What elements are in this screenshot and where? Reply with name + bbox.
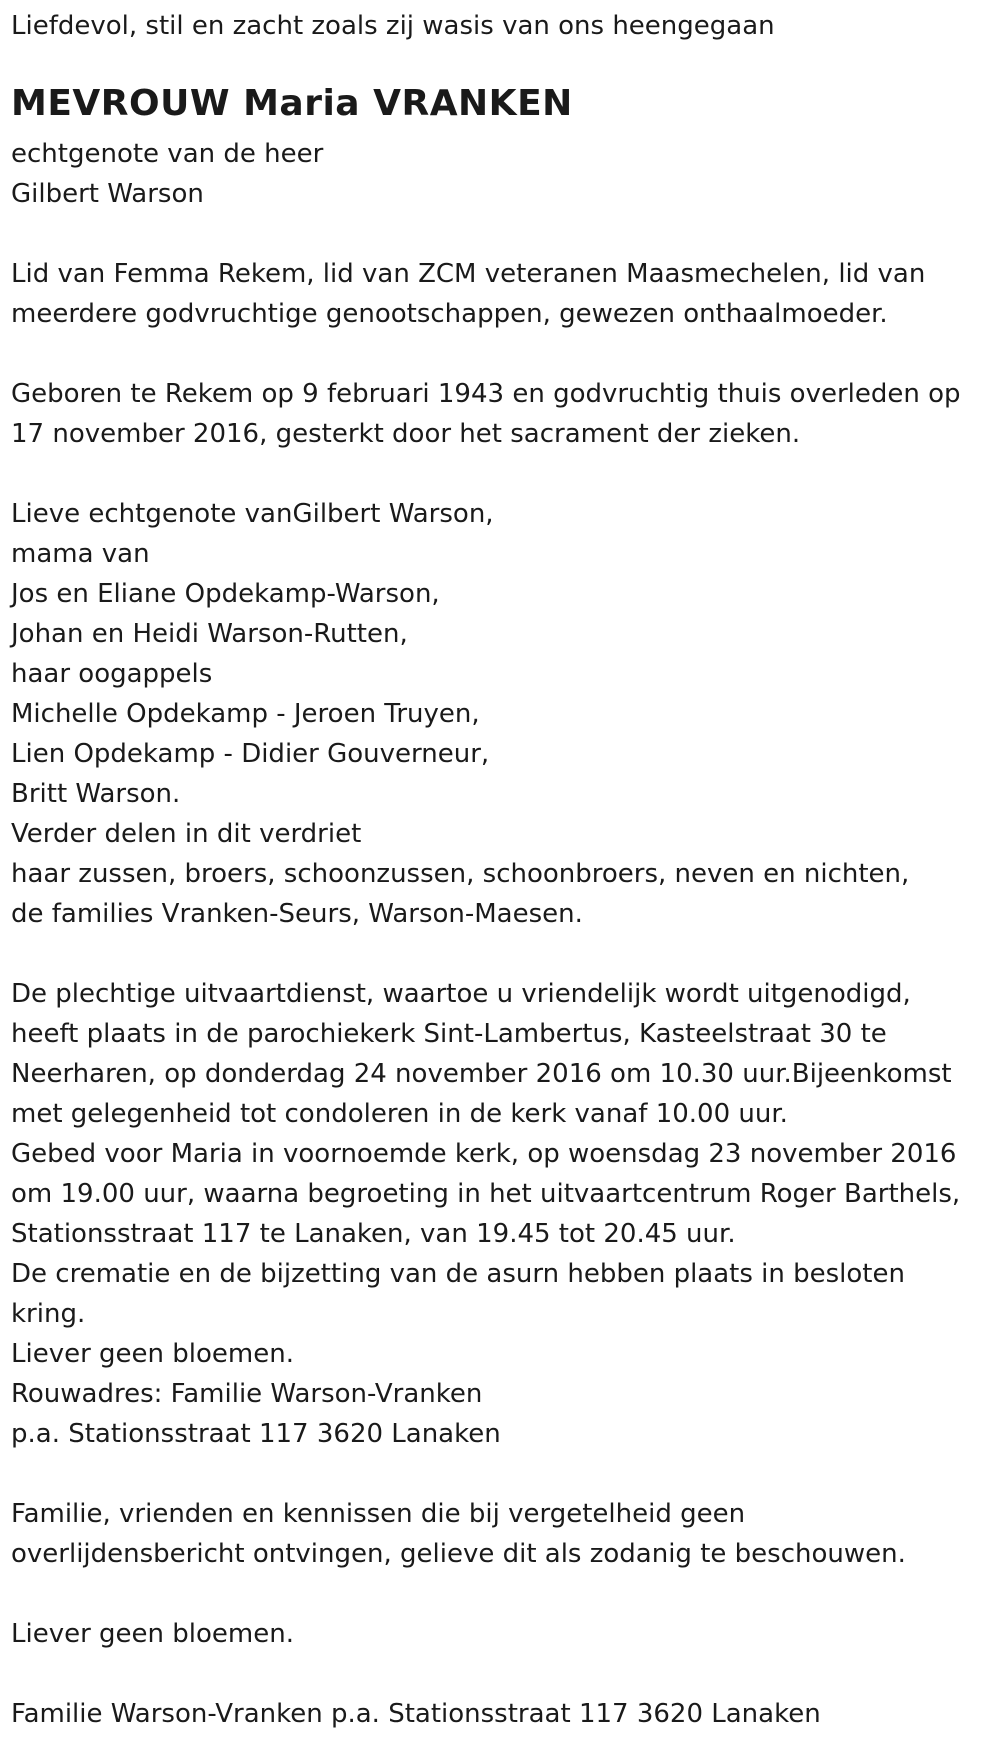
- family-line: Johan en Heidi Warson-Rutten,: [11, 619, 408, 649]
- spouse-section: [11, 134, 990, 214]
- deceased-name: MEVROUW Maria VRANKEN: [11, 83, 573, 124]
- paragraph-gap: [11, 214, 990, 254]
- service-section: [11, 974, 990, 1454]
- service-line: De plechtige uitvaartdienst, waartoe u vriendelijk wordt uitgenodigd,: [11, 979, 911, 1009]
- service-line: Liever geen bloemen.: [11, 1339, 294, 1369]
- service-line: heeft plaats in de parochiekerk Sint-Lambertus, Kasteelstraat 30 te: [11, 1019, 887, 1049]
- birth-death-line: Geboren te Rekem op 9 februari 1943 en godvruchtig thuis overleden op: [11, 379, 961, 409]
- notice-line: Familie, vrienden en kennissen die bij vergetelheid geen: [11, 1499, 746, 1529]
- paragraph-gap: [11, 1574, 990, 1614]
- paragraph-gap: [11, 934, 990, 974]
- memberships-section: [11, 254, 990, 334]
- memberships-line: meerdere godvruchtige genootschappen, gewezen onthaalmoeder.: [11, 299, 888, 329]
- family-line: haar oogappels: [11, 659, 213, 689]
- no-flowers-text: Liever geen bloemen.: [11, 1619, 294, 1649]
- family-line: mama van: [11, 539, 150, 569]
- spouse-line: echtgenote van de heer: [11, 139, 324, 169]
- family-section: [11, 494, 990, 934]
- family-line: Michelle Opdekamp - Jeroen Truyen,: [11, 699, 480, 729]
- service-line: Stationsstraat 117 te Lanaken, van 19.45 tot 20.45 uur.: [11, 1219, 736, 1249]
- service-line: kring.: [11, 1299, 86, 1329]
- birth-death-section: [11, 374, 990, 454]
- paragraph-gap: [11, 1454, 990, 1494]
- notice-line: overlijdensbericht ontvingen, gelieve dit als zodanig te beschouwen.: [11, 1539, 906, 1569]
- family-line: Lien Opdekamp - Didier Gouverneur,: [11, 739, 490, 769]
- spouse-line: Gilbert Warson: [11, 179, 204, 209]
- service-line: Gebed voor Maria in voornoemde kerk, op woensdag 23 november 2016: [11, 1139, 957, 1169]
- service-line: De crematie en de bijzetting van de asurn hebben plaats in besloten: [11, 1259, 905, 1289]
- service-line: met gelegenheid tot condoleren in de kerk vanaf 10.00 uur.: [11, 1099, 788, 1129]
- notice-section: [11, 1494, 990, 1574]
- family-line: de families Vranken-Seurs, Warson-Maesen.: [11, 899, 583, 929]
- footer-address: Familie Warson-Vranken p.a. Stationsstraat 117 3620 Lanaken: [11, 1699, 821, 1729]
- birth-death-line: 17 november 2016, gesterkt door het sacrament der zieken.: [11, 419, 801, 449]
- paragraph-gap: [11, 334, 990, 374]
- paragraph-gap: [11, 454, 990, 494]
- family-line: Britt Warson.: [11, 779, 181, 809]
- family-line: Jos en Eliane Opdekamp-Warson,: [11, 579, 440, 609]
- family-line: Lieve echtgenote vanGilbert Warson,: [11, 499, 494, 529]
- intro-text: Liefdevol, stil en zacht zoals zij wasis van ons heengegaan: [11, 11, 775, 41]
- memberships-line: Lid van Femma Rekem, lid van ZCM veteranen Maasmechelen, lid van: [11, 259, 926, 289]
- family-line: Verder delen in dit verdriet: [11, 819, 362, 849]
- service-line: Neerharen, op donderdag 24 november 2016 om 10.30 uur.Bijeenkomst: [11, 1059, 952, 1089]
- service-line: Rouwadres: Familie Warson-Vranken: [11, 1379, 483, 1409]
- family-line: haar zussen, broers, schoonzussen, schoonbroers, neven en nichten,: [11, 859, 910, 889]
- service-line: om 19.00 uur, waarna begroeting in het uitvaartcentrum Roger Barthels,: [11, 1179, 961, 1209]
- service-line: p.a. Stationsstraat 117 3620 Lanaken: [11, 1419, 501, 1449]
- paragraph-gap: [11, 1654, 990, 1694]
